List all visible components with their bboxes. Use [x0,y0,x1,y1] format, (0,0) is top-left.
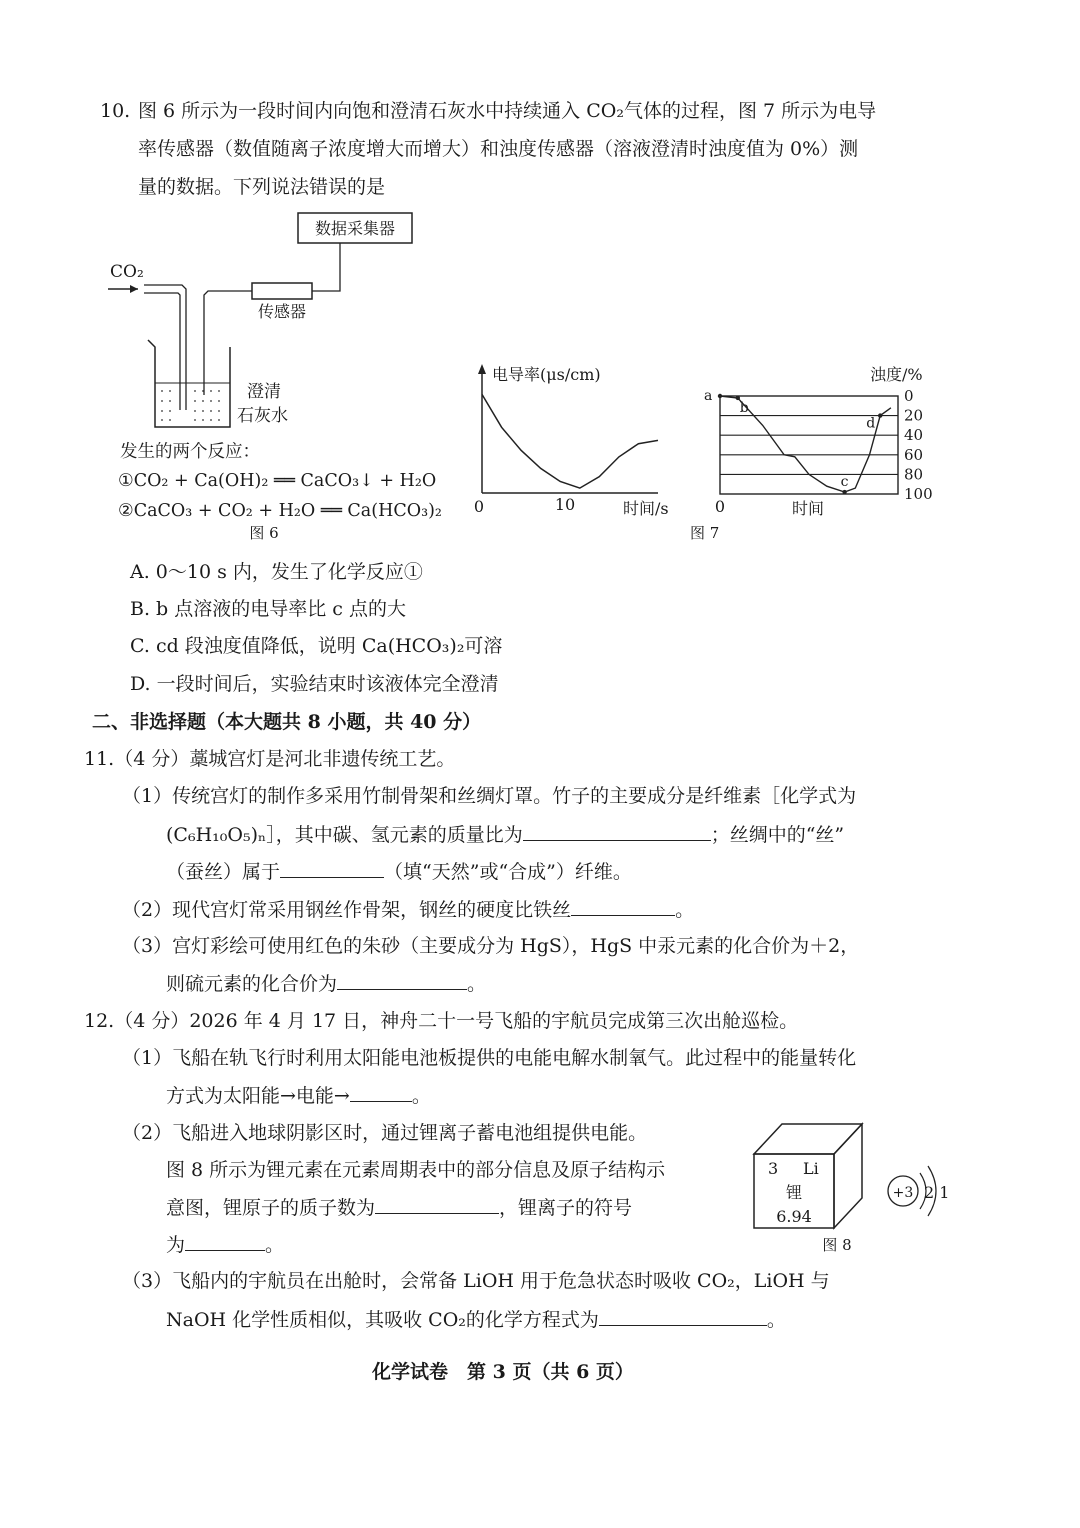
turbidity-point-label-c: c [840,474,849,491]
q11-part1-line3: （蚕丝）属于 （填“天然”或“合成”）纤维。 [166,857,632,886]
q12-stem: 12.（4 分）2026 年 4 月 17 日，神舟二十一号飞船的宇航员完成第三次出舱巡检。 [84,1010,799,1032]
nucleus-charge: +3 [892,1185,914,1201]
figure-8-caption: 图 8 [822,1236,852,1254]
q12-answer-equation[interactable] [599,1305,767,1326]
section-2-title: 二、非选择题（本大题共 8 小题，共 40 分） [92,711,482,733]
q11-stem: 11.（4 分）藁城宫灯是河北非遗传统工艺。 [84,748,456,770]
element-symbol: Li [803,1159,819,1178]
element-name: 锂 [785,1183,803,1202]
turbidity-x-origin: 0 [714,497,726,516]
q10-number: 10. [100,100,131,122]
turbidity-ylabel: 浊度/% [870,365,923,384]
q10-stem-line2: 率传感器（数值随离子浓度增大而增大）和浊度传感器（溶液澄清时浊度值为 0%）测 [138,138,859,160]
option-d: D. 一段时间后，实验结束时该液体完全澄清 [130,673,499,695]
q12-answer-ion-symbol[interactable] [185,1230,265,1251]
option-b: B. b 点溶液的电导率比 c 点的大 [130,598,406,620]
turbidity-point-a-label: a [704,388,713,404]
q11-answer-hardness[interactable] [571,895,675,916]
option-c: C. cd 段浊度值降低，说明 Ca(HCO₃)₂可溶 [130,635,503,657]
turbidity-point-a [718,394,722,398]
turbidity-point-label-b: b [739,399,749,416]
atomic-number: 3 [768,1159,779,1178]
q10-stem-line3: 量的数据。下列说法错误的是 [138,176,386,198]
q11-part1-line1: （1）传统宫灯的制作多采用竹制骨架和丝绸灯罩。竹子的主要成分是纤维素［化学式为 [122,785,857,807]
q12-part1-line1: （1）飞船在轨飞行时利用太阳能电池板提供的电能电解水制氧气。此过程中的能量转化 [122,1047,857,1069]
turbidity-chart [700,358,950,533]
reaction-1: ①CO₂ + Ca(OH)₂ ══ CaCO₃↓ + H₂O [118,471,437,491]
q12-part3-line1: （3）飞船内的宇航员在出舱时，会常备 LiOH 用于危急状态时吸收 CO₂，LiOH 与 [122,1270,830,1292]
figure-8 [748,1118,958,1258]
figure-6-apparatus [100,205,470,550]
atomic-mass: 6.94 [776,1207,812,1226]
page-footer: 化学试卷 第 3 页（共 6 页） [372,1361,634,1383]
co2-inlet-label: CO₂ [110,262,144,282]
q12-part2-line1: （2）飞船进入地球阴影区时，通过锂离子蓄电池组提供电能。 [122,1122,648,1144]
q11-answer-fiber-type[interactable] [280,857,384,878]
q11-answer-sulfur-valence[interactable] [337,969,467,990]
turbidity-y-tick: 100 [904,485,933,503]
limewater-label-2: 石灰水 [237,406,288,426]
q12-answer-proton-number[interactable] [375,1193,499,1214]
conductivity-chart [465,358,685,528]
q12-part3-line2: NaOH 化学性质相似，其吸收 CO₂的化学方程式为 。 [166,1305,786,1334]
q11-part3-line1: （3）宫灯彩绘可使用红色的朱砂（主要成分为 HgS），HgS 中汞元素的化合价为＋2， [122,935,860,957]
turbidity-y-tick: 80 [904,465,924,484]
q11-part3-line2: 则硫元素的化合价为 。 [166,969,486,998]
option-a: A. 0～10 s 内，发生了化学反应① [130,561,423,583]
turbidity-y-tick: 40 [904,426,924,445]
q12-part1-line2: 方式为太阳能→电能→ 。 [166,1081,431,1110]
turbidity-point-label-d: d [866,415,876,432]
data-collector-label: 数据采集器 [314,219,396,238]
q10-stem-line1: 图 6 所示为一段时间内向饱和澄清石灰水中持续通入 CO₂气体的过程，图 7 所示为电导 [138,100,877,122]
q11-part1-line2: (C₆H₁₀O₅)ₙ］，其中碳、氢元素的质量比为 ；丝绸中的“丝” [166,820,844,849]
reaction-2: ②CaCO₃ + CO₂ + H₂O ══ Ca(HCO₃)₂ [118,501,442,521]
conductivity-xlabel: 时间/s [623,499,669,518]
conductivity-ylabel: 电导率(μs/cm) [492,365,601,384]
sensor-label: 传感器 [257,302,307,321]
electron-shells: 2 1 [924,1183,950,1202]
q12-part2-line4: 为 。 [166,1230,284,1259]
figure-6-caption: 图 6 [249,524,279,542]
turbidity-xlabel: 时间 [791,499,825,518]
conductivity-curve [482,394,658,488]
q12-part2-line3: 意图，锂原子的质子数为 ，锂离子的符号 [166,1193,632,1222]
q11-answer-mass-ratio[interactable] [523,820,711,841]
turbidity-y-tick: 0 [904,387,914,405]
conductivity-x-tick-10: 10 [554,495,576,514]
turbidity-y-tick: 60 [904,445,924,464]
q11-part2: （2）现代宫灯常采用钢丝作骨架，钢丝的硬度比铁丝 。 [122,895,694,924]
conductivity-x-tick-0: 0 [473,497,485,516]
turbidity-y-tick: 20 [904,406,924,425]
turbidity-point-d [878,413,882,417]
figure-7-caption: 图 7 [690,524,720,542]
q12-answer-energy[interactable] [350,1081,412,1102]
turbidity-point-c [842,490,846,494]
reactions-title: 发生的两个反应： [120,442,260,462]
q12-part2-line2: 图 8 所示为锂元素在元素周期表中的部分信息及原子结构示 [166,1159,666,1181]
limewater-label-1: 澄清 [247,382,281,402]
